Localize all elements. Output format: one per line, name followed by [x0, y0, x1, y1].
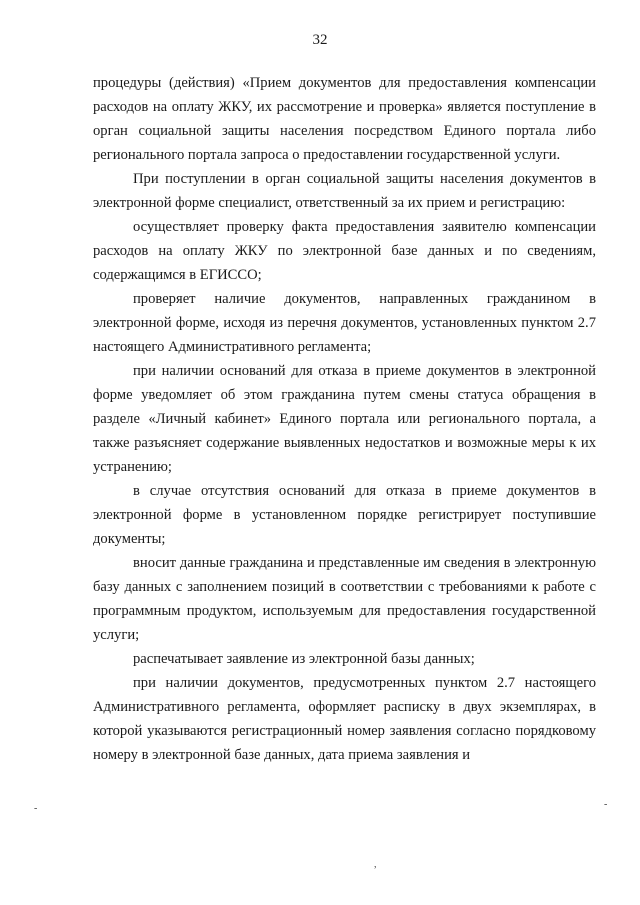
paragraph-5: при наличии оснований для отказа в приеме документов в электронной форме уведомляет об этом гражданина путем смены статуса обращения в разделе «Личный кабинет» Единого портала или регионального портала, а также разъясняет содержание выявленных недостатков и возможные меры к их устранению; — [93, 363, 596, 475]
paragraph-6: в случае отсутствия оснований для отказа в приеме документов в электронной форме в установленном порядке регистрирует поступившие документы; — [93, 483, 596, 547]
paragraph-3: осуществляет проверку факта предоставления заявителю компенсации расходов на оплату ЖКУ по электронной базе данных и по сведениям, содержащимся в ЕГИССО; — [93, 219, 596, 283]
body-text — [93, 71, 596, 767]
paragraph-1: процедуры (действия) «Прием документов для предоставления компенсации расходов на оплату ЖКУ, их рассмотрение и проверка» является поступление в орган социальной защиты населения посредством Единого портала либо регионального портала запроса о предоставлении государственной услуги. — [93, 75, 596, 163]
paragraph-8: распечатывает заявление из электронной базы данных; — [133, 651, 475, 667]
paragraph-9: при наличии документов, предусмотренных пунктом 2.7 настоящего Административного регламента, оформляет расписку в двух экземплярах, в которой указываются регистрационный номер заявления согласно порядковому номеру в электронной базе данных, дата приема заявления и — [93, 675, 596, 763]
paragraph-4: проверяет наличие документов, направленных гражданином в электронной форме, исходя из перечня документов, установленных пунктом 2.7 настоящего Административного регламента; — [93, 291, 596, 355]
paragraph-7: вносит данные гражданина и представленные им сведения в электронную базу данных с заполнением позиций в соответствии с требованиями к работе с программным продуктом, используемым для предоставления государственной услуги; — [93, 555, 596, 643]
scan-speck: , — [374, 859, 377, 870]
scan-speck: - — [604, 799, 608, 810]
scan-speck: - — [34, 803, 38, 814]
page-number: 32 — [312, 32, 328, 48]
paragraph-2: При поступлении в орган социальной защиты населения документов в электронной форме специалист, ответственный за их прием и регистрацию: — [93, 171, 596, 211]
